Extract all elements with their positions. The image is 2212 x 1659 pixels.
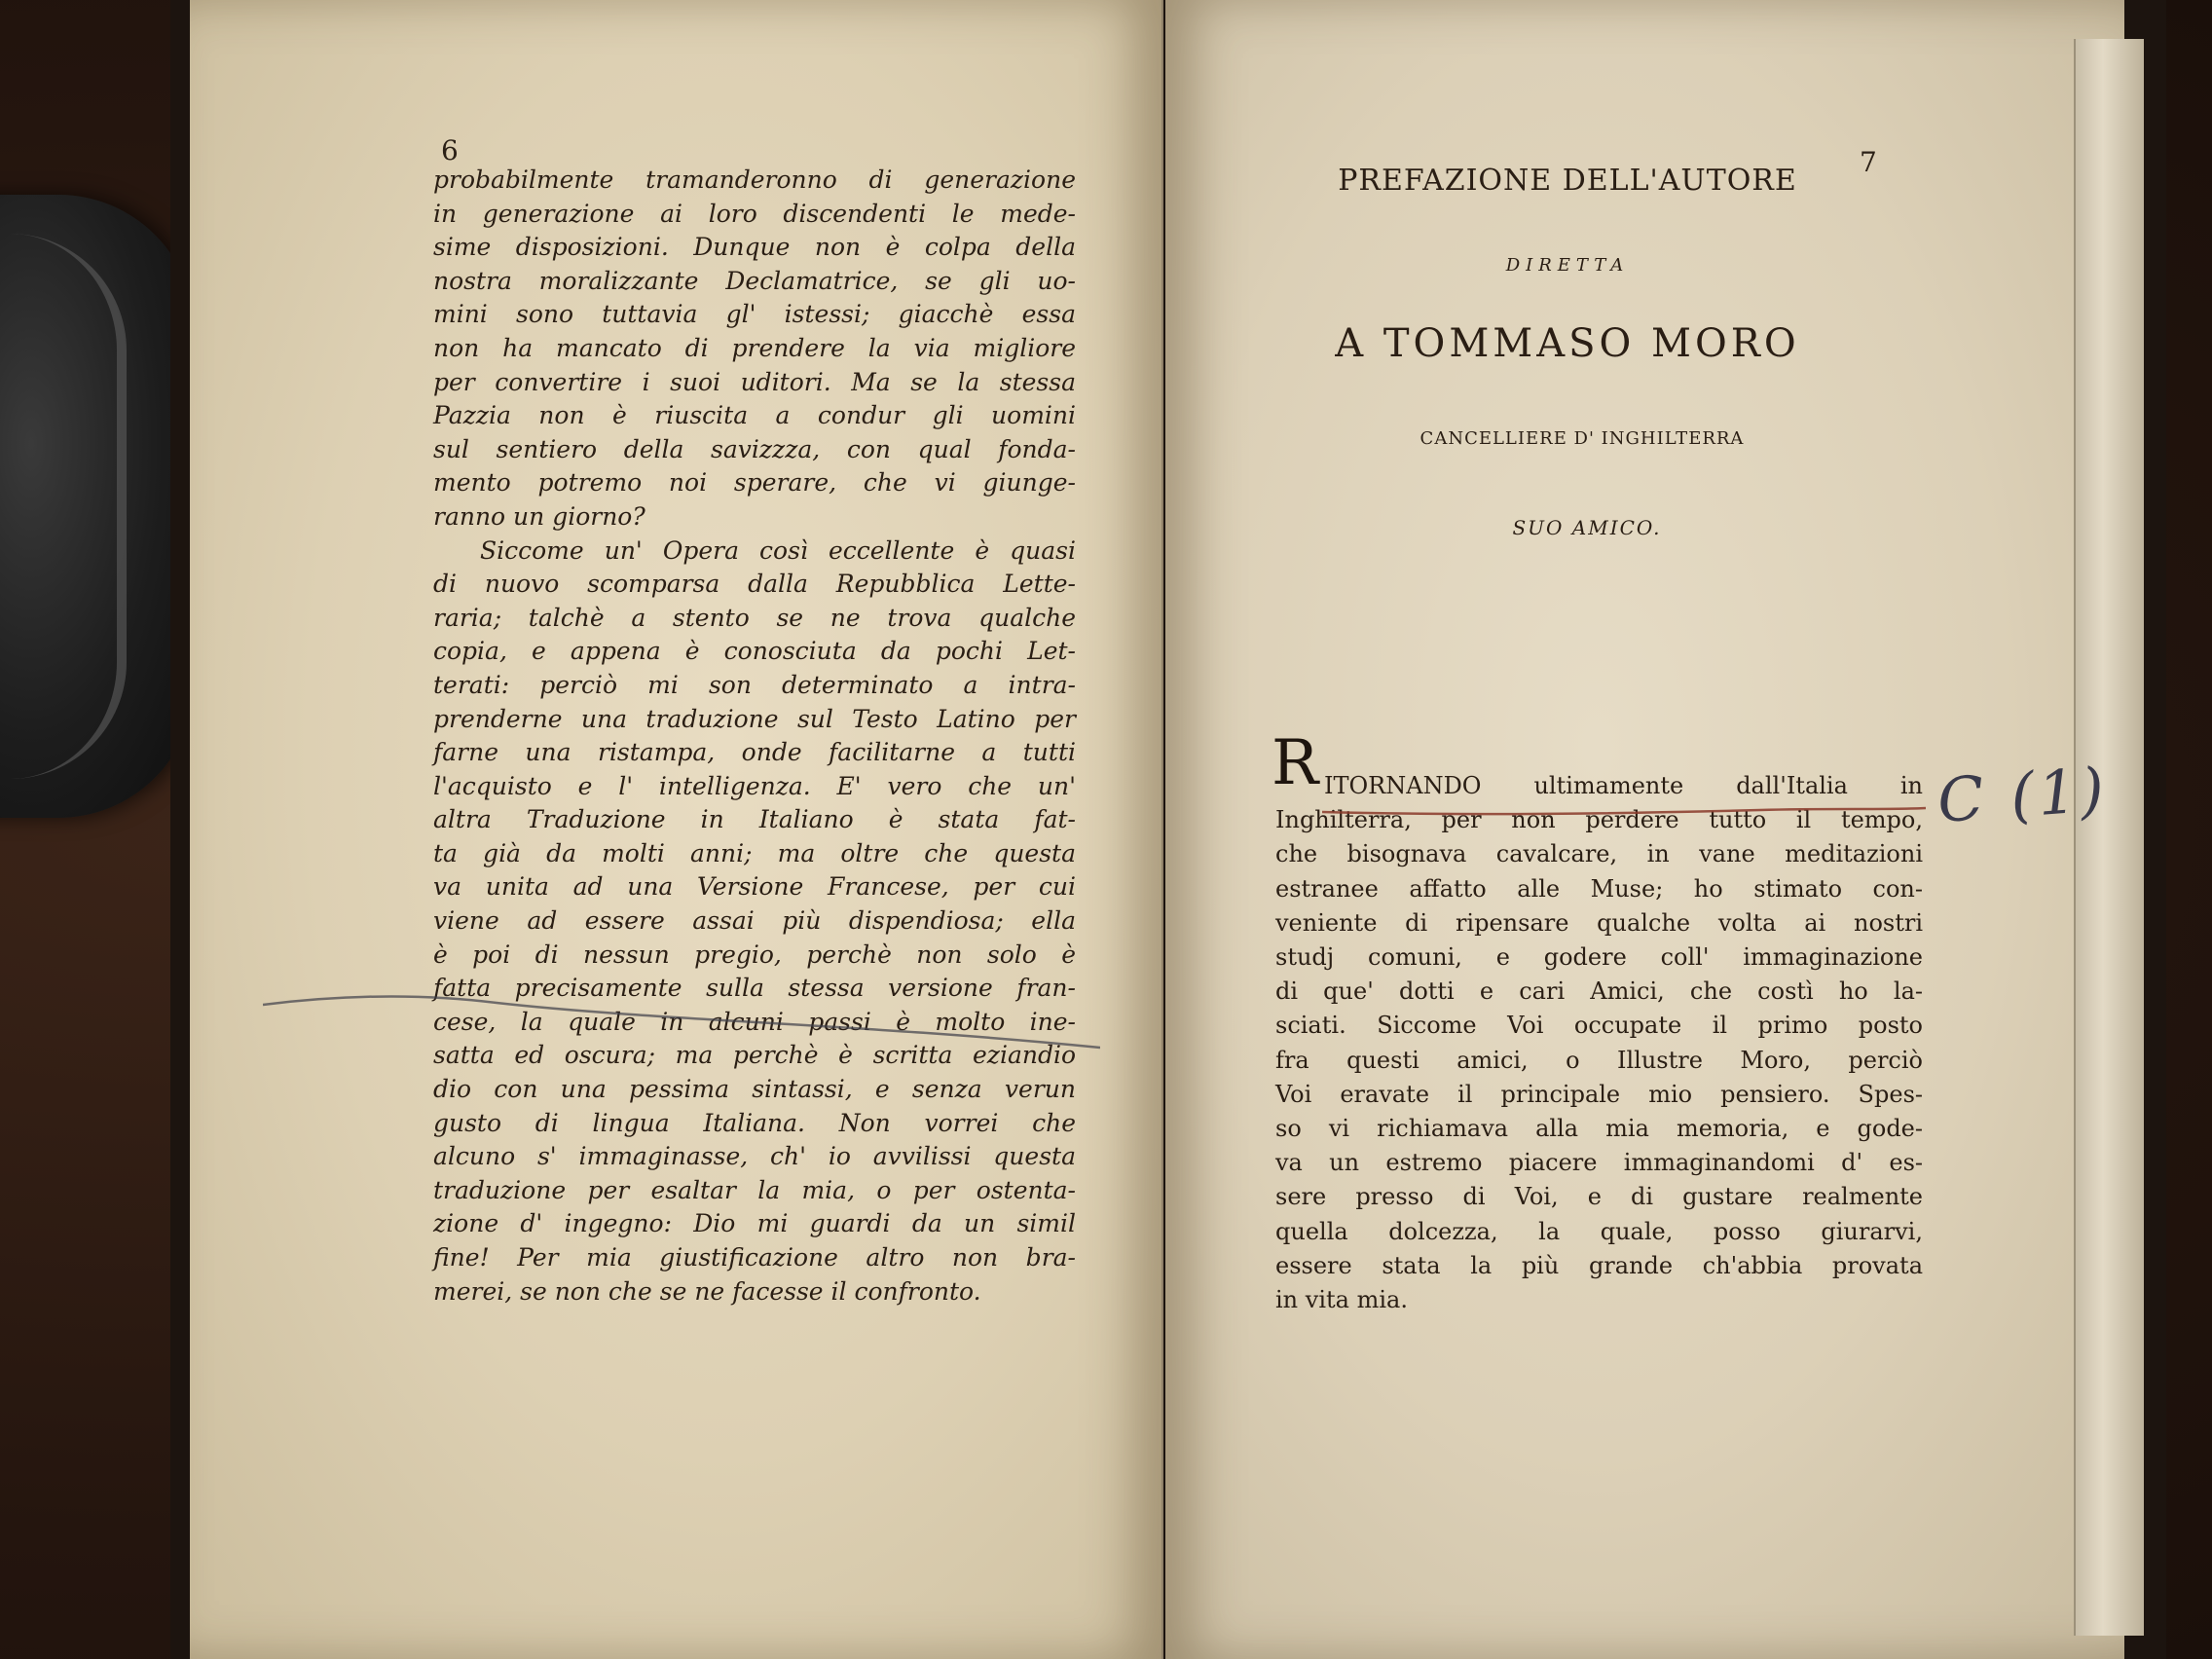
left-text-line: va unita ad una Versione Francese, per cui [433, 872, 1076, 902]
right-text-line: fra questi amici, o Illustre Moro, perciò [1275, 1046, 1923, 1074]
left-text-line: ta già da molti anni; ma oltre che questa [433, 838, 1076, 867]
left-text-line: in generazione ai loro discendenti le mede- [433, 199, 1076, 228]
right-text-line: in vita mia. [1275, 1286, 1408, 1314]
left-text-line: prenderne una traduzione sul Testo Latino per [433, 704, 1076, 733]
left-text-line: nostra moralizzante Declamatrice, se gli uo- [433, 266, 1076, 295]
left-text-line: farne una ristampa, onde facilitarne a tutti [433, 738, 1076, 767]
right-first-line [1275, 769, 1923, 803]
margin-note: C (1) [1935, 753, 2111, 837]
right-text-line: sciati. Siccome Voi occupate il primo posto [1275, 1012, 1923, 1040]
page-edges [2074, 39, 2144, 1636]
pencil-annotation-line [263, 991, 1100, 1050]
right-text-line: essere stata la più grande ch'abbia provata [1275, 1251, 1923, 1279]
dedicatee-heading: A TOMMASO MORO [1335, 321, 1800, 366]
drop-cap: R [1272, 727, 1319, 799]
right-text-line: va un estremo piacere immaginandomi d' es- [1275, 1149, 1923, 1177]
left-text-line: raria; talchè a stento se ne trova qualche [433, 603, 1076, 632]
left-text-line: copia, e appena è conosciuta da pochi Let- [433, 637, 1076, 666]
left-page-number: 6 [441, 134, 459, 166]
left-text-line: altra Traduzione in Italiano è stata fat- [433, 805, 1076, 834]
first-line-rest: ultimamente dall'Italia in [1533, 772, 1923, 799]
right-page-number: 7 [1860, 146, 1877, 178]
right-text-line: Voi eravate il principale mio pensiero. Spes- [1275, 1080, 1923, 1108]
left-text-line: viene ad essere assai più dispendiosa; ella [433, 906, 1076, 936]
left-text-line: satta ed oscura; ma perchè è scritta eziandio [433, 1041, 1076, 1070]
right-text-line: veniente di ripensare qualche volta ai nostri [1275, 908, 1923, 937]
right-page-body [1275, 769, 1923, 1317]
left-text-line: dio con una pessima sintassi, e senza verun [433, 1075, 1076, 1104]
left-text-line: terati: perciò mi son determinato a intra- [433, 670, 1076, 699]
right-text-line: studj comuni, e godere coll' immaginazione [1275, 943, 1923, 972]
right-text-line: Inghilterra, per non perdere tutto il tempo, [1275, 806, 1923, 834]
left-text-line: fatta precisamente sulla stessa versione fran- [433, 974, 1076, 1003]
first-word: ITORNANDO [1324, 772, 1482, 799]
right-text-line: di que' dotti e cari Amici, che costì ho la- [1275, 977, 1923, 1006]
diretta-subheading: DIRETTA [1505, 255, 1630, 276]
left-text-line: merei, se non che se ne facesse il confronto. [433, 1276, 981, 1306]
suo-amico-subheading: SUO AMICO. [1512, 516, 1662, 539]
left-text-line: sul sentiero della savizzza, con qual fonda- [433, 434, 1076, 463]
right-text-line: estranee affatto alle Muse; ho stimato con- [1275, 874, 1923, 903]
right-text-line: quella dolcezza, la quale, posso giurarvi, [1275, 1217, 1923, 1245]
left-text-line: l'acquisto e l' intelligenza. E' vero che un' [433, 771, 1076, 800]
left-page-body [433, 164, 1076, 1309]
case-zipper [0, 234, 127, 779]
left-text-line: per convertire i suoi uditori. Ma se la stessa [433, 367, 1076, 396]
left-text-line: zione d' ingegno: Dio mi guardi da un simil [433, 1209, 1076, 1238]
left-text-line: non ha mancato di prendere la via migliore [433, 333, 1076, 362]
left-text-line: di nuovo scomparsa dalla Repubblica Lette- [433, 570, 1076, 599]
left-text-line: cese, la quale in alcuni passi è molto ine- [433, 1007, 1076, 1036]
red-underline-annotation [1322, 804, 1926, 818]
left-text-line: probabilmente tramanderonno di generazione [433, 166, 1076, 194]
left-text-line: mento potremo noi sperare, che vi giunge- [433, 468, 1076, 498]
title-subheading: CANCELLIERE D' INGHILTERRA [1419, 428, 1745, 449]
dark-case-object [0, 195, 195, 818]
left-text-line: alcuno s' immaginasse, ch' io avvilissi questa [433, 1142, 1076, 1171]
left-text-line: gusto di lingua Italiana. Non vorrei che [433, 1108, 1076, 1137]
left-text-line: Pazzia non è riuscita a condur gli uomini [433, 401, 1076, 430]
right-text-line: che bisognava cavalcare, in vane meditazioni [1275, 840, 1923, 868]
left-text-line: ranno un giorno? [433, 501, 645, 531]
left-text-line: sime disposizioni. Dunque non è colpa della [433, 233, 1076, 262]
left-text-line: fine! Per mia giustificazione altro non bra- [433, 1243, 1076, 1272]
left-text-line: traduzione per esaltar la mia, o per ostenta- [433, 1175, 1076, 1204]
right-text-line: so vi richiamava alla mia memoria, e gode- [1275, 1115, 1923, 1143]
left-text-line: Siccome un' Opera così eccellente è quasi [480, 535, 1076, 565]
left-text-line: è poi di nessun pregio, perchè non solo è [433, 940, 1076, 969]
preface-heading: PREFAZIONE DELL'AUTORE [1338, 164, 1797, 198]
right-text-line: sere presso di Voi, e di gustare realmente [1275, 1183, 1923, 1211]
left-text-line: mini sono tuttavia gl' istessi; giacchè essa [433, 300, 1076, 329]
